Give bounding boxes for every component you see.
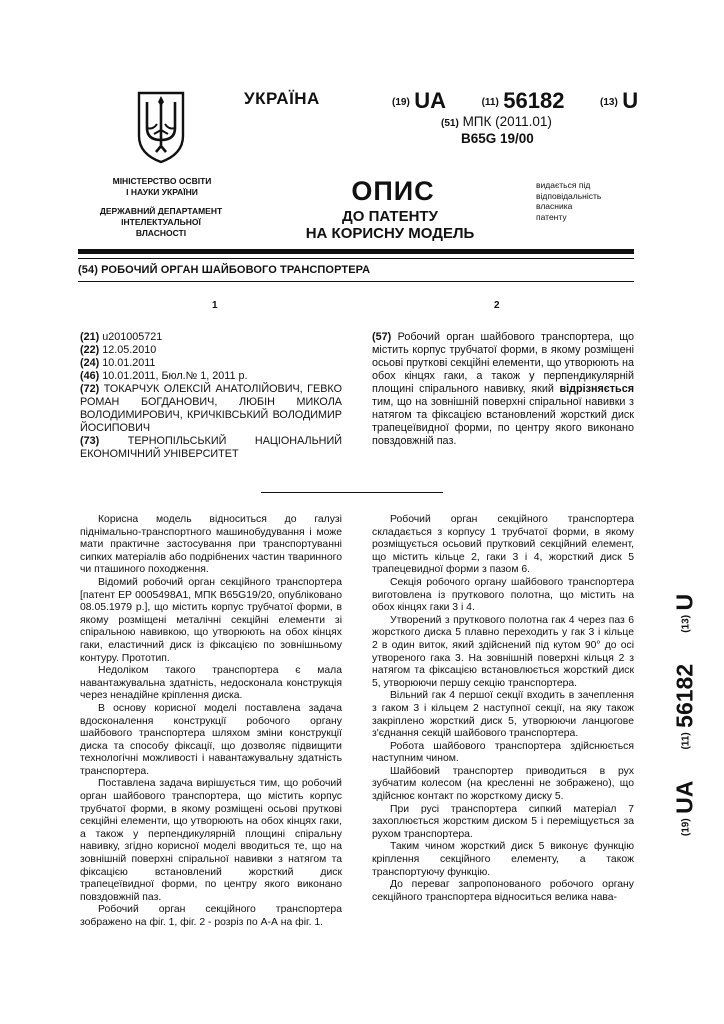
side-country-code: UA [671,780,698,814]
biblio-24: (24) 10.01.2011 [80,357,156,369]
issued-line-1: видається під [536,180,591,190]
ministry-line-1: МІНІСТЕРСТВО ОСВІТИ [112,176,212,186]
description-column-1 [80,514,342,930]
biblio-21: (21) u201005721 [80,331,163,343]
paragraph: Таким чином жорсткий диск 5 виконує функцію кріплення секційного елементу, а також транспортуючу функцію. [372,841,634,878]
paragraph: При русі транспортера сипкий матеріал 7 захоплюється жорстким диском 5 і переміщується за рухом транспортера. [372,803,634,840]
issued-line-2: відповідальність [536,190,602,201]
paragraph: В основу корисної моделі поставлена задача вдосконалення конструкції робочого органу шайбового транспортера шляхом зміни конструкції диска та способу фіксації, що дозволяє підвищити технологічні можливості і навантажувальну здатність транспортера. [80,702,342,777]
abstract-code: (57) [372,331,392,343]
side-code-11: (11) [680,732,692,750]
side-patent-number: 56182 [671,663,698,728]
issued-note [536,180,646,222]
code-11: (11) [481,97,499,108]
abstract-emphasis: відрізняється [559,383,634,395]
side-code-19: (19) [680,818,692,837]
abstract-text-1: Робочий орган шайбового транспортера, що містить корпус трубчатої форми, в якому розміщені осьові пруткові секційні елементи, що утворюють на обох кінцях гаки, а також у перпендикулярній площині спірального навивку, який [372,331,634,395]
paragraph: Робота шайбового транспортера здійснюється наступним чином. [372,740,634,765]
paragraph: Недоліком такого транспортера є мала навантажувальна здатність, недосконала конструкція через ненадійне кріплення диска. [80,665,342,702]
description-column-2 [372,514,634,904]
country-name: УКРАЇНА [244,89,320,108]
department-label [82,206,240,239]
side-kind-code: U [671,593,698,611]
paragraph: Відомий робочий орган секційного транспортера [патент ЕР 0005498А1, МПК B65G19/20, опубліковано 08.05.1979 р.], що містить корпус трубчатої форми, в якому розміщені металічні секційні елементи зі спіральною навивкою, що утворюють на обох кінцях гаки, еластичний диск із фіксацією по зовнішньому контуру. Прототип. [80,576,342,664]
divider-thick [78,249,634,254]
doc-type: ОПИС [351,176,435,206]
issued-line-3: власника [536,201,573,211]
abstract [372,331,634,448]
divider-title [78,281,634,282]
country-code: UA [414,88,447,113]
doc-subtitle-line-2: НА КОРИСНУ МОДЕЛЬ [305,225,475,242]
ministry-line-2: І НАУКИ УКРАЇНИ [126,187,198,197]
doc-subtitle [300,208,480,242]
department-line-1: ДЕРЖАВНИЙ ДЕПАРТАМЕНТ [99,206,223,216]
paragraph: До переваг запропонованого робочого органу секційного транспортера відноситься велика нава- [372,879,634,903]
department-line-2: ІНТЕЛЕКТУАЛЬНОЇ [121,217,201,227]
code-51: (51) [441,118,459,129]
divider-thin [78,258,634,259]
biblio-72-inventors: (72) ТОКАРЧУК ОЛЕКСІЙ АНАТОЛІЙОВИЧ, ГЕВКО РОМАН БОГДАНОВИЧ, ЛЮБІН МИКОЛА ВОЛОДИМИРОВИЧ, КРИЧКІВСЬКИЙ ВОЛОДИМИР ЙОСИПОВИЧ [80,383,342,434]
paragraph: Робочий орган секційного транспортера складається з корпусу 1 трубчатої форми, в якому розміщується осьовий прутковий секційний елемент, що містить кільце 2, гаки 3 і 4, жорсткий диск 5 трапецевидної форми з пазом 6. [372,514,634,576]
paragraph: Шайбовий транспортер приводиться в рух зубчатим колесом (на кресленні не зображено), що здійснює контакт по жорсткому диску 5. [372,765,634,803]
mpk-line [441,114,552,129]
paragraph: Робочий орган секційного транспортера зображено на фіг. 1, фіг. 2 - розріз по А-А на фіг. 1. [80,904,342,928]
mpk-label: МПК (2011.01) [462,114,552,129]
paragraph: Вільний гак 4 першої секції входить в зачеплення з гаком 3 і кільцем 2 наступної секції, на яку також закріплено жорсткий диск 5, утворюючи ланцюгове з'єднання секцій шайбового транспортера. [372,690,634,740]
bibliographic-data [80,331,342,461]
paragraph: Корисна модель відноситься до галузі піднімально-транспортного машинобудування і може мати практичне застосування при транспортуванні сипких матеріалів або подрібнених частин тваринного чи пташиного походження. [80,514,342,576]
ipc-class: B65G 19/00 [461,131,534,146]
column-number-1: 1 [212,300,218,311]
side-code-13: (13) [680,614,692,633]
abstract-text-2: тим, що на зовнішній поверхні спіральної навивки з натягом та фіксацією встановлений жорсткий диск трапецеївидної форми, по центру якого виконано повздовжній паз. [372,396,634,447]
doc-subtitle-line-1: ДО ПАТЕНТУ [342,208,438,225]
code-13: (13) [600,97,618,108]
code-19: (19) [392,97,410,108]
ministry-label [100,176,224,198]
biblio-73-owner: (73) ТЕРНОПІЛЬСЬКИЙ НАЦІОНАЛЬНИЙ ЕКОНОМІЧНИЙ УНІВЕРСИТЕТ [80,435,342,460]
patent-number: 56182 [503,88,565,113]
invention-title: (54) РОБОЧИЙ ОРГАН ШАЙБОВОГО ТРАНСПОРТЕРА [78,264,371,276]
paragraph: Секція робочого органу шайбового транспортера виготовлена із пруткового полотна, що містить на обох кінцях гаки 3 і 4. [372,576,634,614]
biblio-46: (46) 10.01.2011, Бюл.№ 1, 2011 р. [80,370,248,382]
coat-of-arms-icon [135,90,187,165]
paragraph: Утворений з пруткового полотна гак 4 через паз 6 жорсткого диска 5 плавно переходить у гак 3 і кільце 2 в один виток, який здійснений під кутом 90° до осі утвореного гака 3. На зовнішній поверхні кільця 2 з натягом та фіксацією встановлюється жорсткий диск 5, утворюючи першу секцію транспортера. [372,614,634,689]
column-number-2: 2 [494,300,500,311]
section-separator [261,492,443,493]
department-line-3: ВЛАСНОСТІ [135,228,187,238]
side-patent-number [655,593,715,837]
biblio-22: (22) 12.05.2010 [80,344,157,356]
patent-number-header [392,88,638,114]
kind-code: U [622,88,639,113]
issued-line-4: патенту [536,211,567,222]
paragraph: Поставлена задача вирішується тим, що робочий орган шайбового транспортера, що містить корпус трубчатої форми, в якому розміщені осьові пруткові секційні елементи, що утворюють на обох кінцях гаки, а також у перпендикулярній площині спіральну навивку, згідно корисної моделі вводиться те, що на зовнішній поверхні спіральної навивки з натягом та фіксацією встановлений жорсткий диск трапецеївидної форми, по центру якого виконано повздовжній паз. [80,778,342,903]
